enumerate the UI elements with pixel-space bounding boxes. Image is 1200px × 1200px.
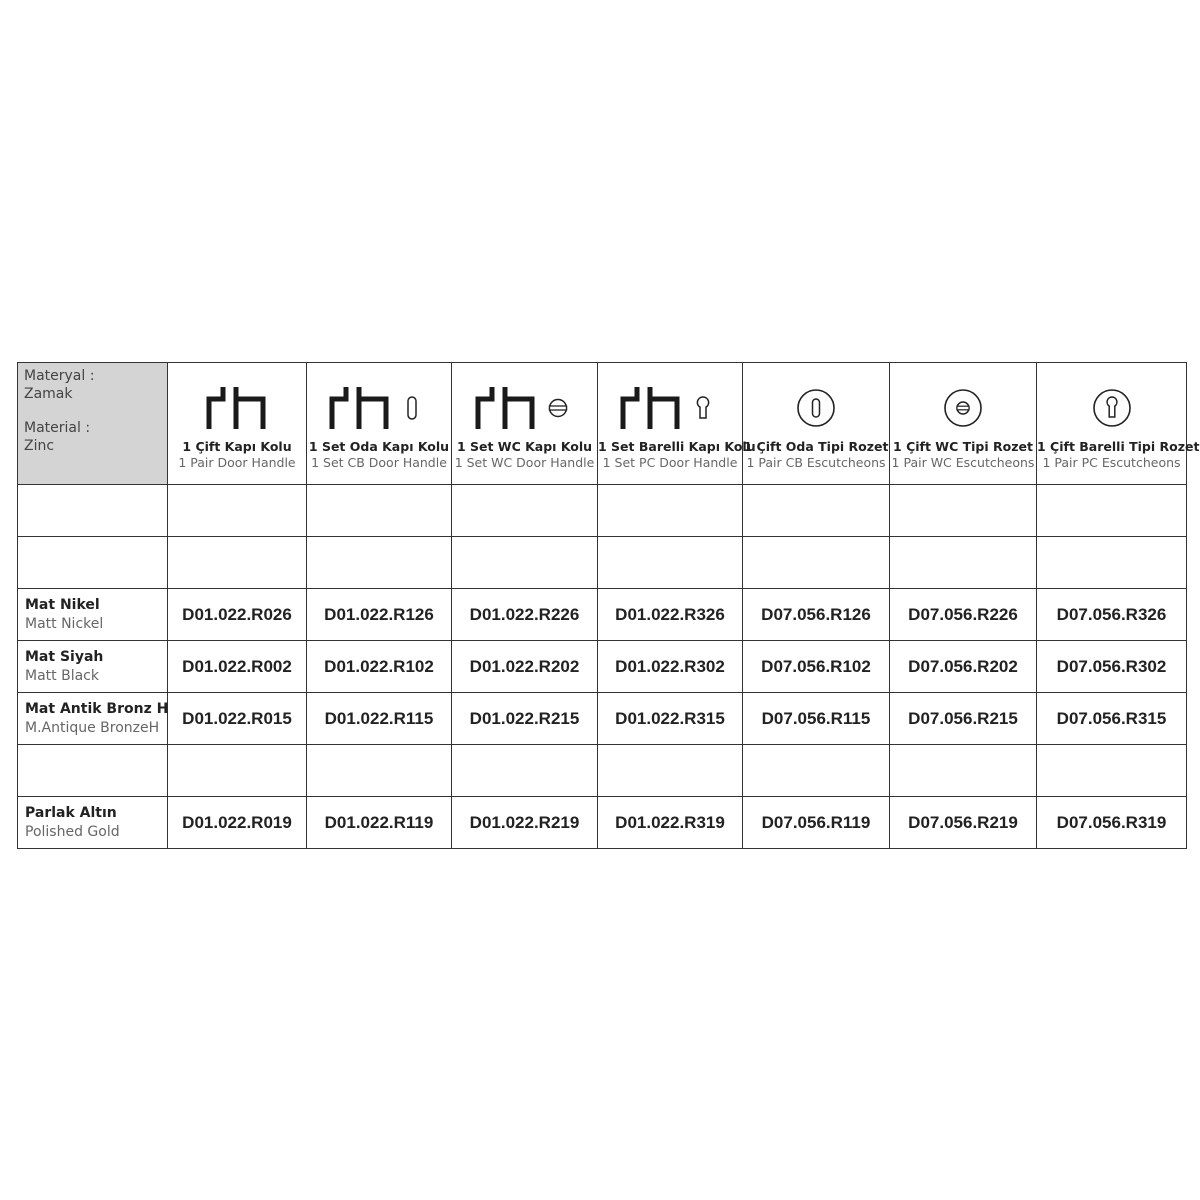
product-code-cell <box>307 485 452 537</box>
finish-cell <box>18 693 168 745</box>
pc-cylinder-icon <box>686 393 720 423</box>
table-row <box>18 641 1187 693</box>
product-code-cell: D01.022.R215 <box>452 693 598 745</box>
product-code-cell: D07.056.R126 <box>743 589 890 641</box>
product-code-cell: D01.022.R202 <box>452 641 598 693</box>
finish-name-en: Matt Nickel <box>25 615 104 632</box>
cb-escutcheon-icon <box>794 386 838 430</box>
finish-name-en: Polished Gold <box>25 823 120 840</box>
finish-cell <box>18 745 168 797</box>
product-code-cell: D01.022.R119 <box>307 797 452 849</box>
product-code-cell: D07.056.R219 <box>890 797 1037 849</box>
pc-escutcheon-icon <box>1090 386 1134 430</box>
product-header <box>743 363 890 485</box>
cb-key-icon <box>395 393 429 423</box>
product-code-cell <box>307 745 452 797</box>
table-row <box>18 745 1187 797</box>
product-name-en: 1 Pair WC Escutcheons <box>891 454 1035 470</box>
product-code-cell <box>452 485 598 537</box>
finish-name-tr: Parlak Altın <box>25 804 117 821</box>
handle-icon <box>206 385 268 431</box>
product-code-cell <box>890 745 1037 797</box>
product-name-tr: 1 Çift WC Tipi Rozet <box>893 438 1033 454</box>
table-row <box>18 589 1187 641</box>
product-code-cell <box>890 537 1037 589</box>
product-code-cell: D01.022.R002 <box>168 641 307 693</box>
product-code-cell: D01.022.R302 <box>598 641 743 693</box>
material-tr-label: Materyal : <box>24 368 95 384</box>
product-code-cell: D07.056.R119 <box>743 797 890 849</box>
product-code-cell: D01.022.R019 <box>168 797 307 849</box>
product-name-tr: 1 Set WC Kapı Kolu <box>456 438 593 454</box>
finish-name-tr: Mat Nikel <box>25 596 100 613</box>
product-name-en: 1 Pair CB Escutcheons <box>746 454 886 470</box>
product-header <box>1037 363 1200 485</box>
product-code-cell: D01.022.R226 <box>452 589 598 641</box>
product-header <box>890 363 1037 485</box>
finish-cell <box>18 641 168 693</box>
product-code-cell: D01.022.R319 <box>598 797 743 849</box>
product-code-cell <box>598 745 743 797</box>
product-code-cell <box>743 745 890 797</box>
material-en-label: Material : <box>24 420 91 436</box>
product-header <box>598 363 756 485</box>
product-name-en: 1 Set WC Door Handle <box>454 454 595 470</box>
product-name-tr: 1 Çift Barelli Tipi Rozet <box>1037 438 1200 454</box>
product-name-en: 1 Set CB Door Handle <box>311 454 447 470</box>
product-name-tr: 1 Çift Oda Tipi Rozet <box>743 438 889 454</box>
product-name-tr: 1 Set Barelli Kapı Kolu <box>598 438 756 454</box>
table-row <box>18 797 1187 849</box>
handle-icon <box>475 385 537 431</box>
product-header <box>307 363 452 485</box>
product-code-cell: D07.056.R226 <box>890 589 1037 641</box>
finish-name-tr: Mat Antik Bronz H <box>25 700 169 717</box>
finish-name-en: Matt Black <box>25 667 99 684</box>
product-code-cell: D01.022.R102 <box>307 641 452 693</box>
handle-icon <box>620 385 682 431</box>
product-header <box>452 363 598 485</box>
product-code-cell: D01.022.R126 <box>307 589 452 641</box>
header-row <box>18 363 1187 485</box>
wc-escutcheon-icon <box>941 386 985 430</box>
product-code-cell <box>598 537 743 589</box>
product-code-cell: D01.022.R115 <box>307 693 452 745</box>
product-code-cell: D01.022.R315 <box>598 693 743 745</box>
product-code-cell <box>307 537 452 589</box>
table-row <box>18 693 1187 745</box>
finish-name-tr: Mat Siyah <box>25 648 104 665</box>
product-code-cell: D07.056.R302 <box>1037 641 1187 693</box>
product-code-cell <box>1037 745 1187 797</box>
product-code-cell: D07.056.R326 <box>1037 589 1187 641</box>
finish-cell <box>18 797 168 849</box>
material-tr-value: Zamak <box>24 386 73 402</box>
product-name-tr: 1 Çift Kapı Kolu <box>182 438 292 454</box>
product-code-cell: D01.022.R326 <box>598 589 743 641</box>
product-header <box>168 363 307 485</box>
product-code-cell: D07.056.R115 <box>743 693 890 745</box>
product-name-en: 1 Pair PC Escutcheons <box>1042 454 1181 470</box>
handle-icon <box>329 385 391 431</box>
product-code-table <box>17 362 1200 849</box>
product-code-cell: D01.022.R015 <box>168 693 307 745</box>
product-code-cell <box>452 745 598 797</box>
product-code-cell: D07.056.R202 <box>890 641 1037 693</box>
product-code-cell: D07.056.R102 <box>743 641 890 693</box>
product-code-cell <box>452 537 598 589</box>
product-name-en: 1 Pair Door Handle <box>178 454 296 470</box>
product-code-cell: D01.022.R026 <box>168 589 307 641</box>
product-code-cell <box>1037 485 1187 537</box>
table-row <box>18 537 1187 589</box>
product-code-cell <box>1037 537 1187 589</box>
product-code-cell <box>168 537 307 589</box>
material-cell <box>18 363 168 485</box>
product-code-cell <box>168 485 307 537</box>
material-en-value: Zinc <box>24 438 55 454</box>
product-code-cell <box>168 745 307 797</box>
product-code-cell <box>890 485 1037 537</box>
product-name-en: 1 Set PC Door Handle <box>602 454 738 470</box>
product-code-cell: D01.022.R219 <box>452 797 598 849</box>
product-code-cell <box>743 485 890 537</box>
product-name-tr: 1 Set Oda Kapı Kolu <box>308 438 450 454</box>
wc-turn-icon <box>541 393 575 423</box>
product-code-cell: D07.056.R215 <box>890 693 1037 745</box>
product-code-cell: D07.056.R319 <box>1037 797 1187 849</box>
finish-cell <box>18 485 168 537</box>
finish-cell <box>18 589 168 641</box>
finish-cell <box>18 537 168 589</box>
product-code-cell <box>743 537 890 589</box>
table-row <box>18 485 1187 537</box>
product-code-cell <box>598 485 743 537</box>
finish-name-en: M.Antique BronzeH <box>25 719 160 736</box>
product-code-cell: D07.056.R315 <box>1037 693 1187 745</box>
